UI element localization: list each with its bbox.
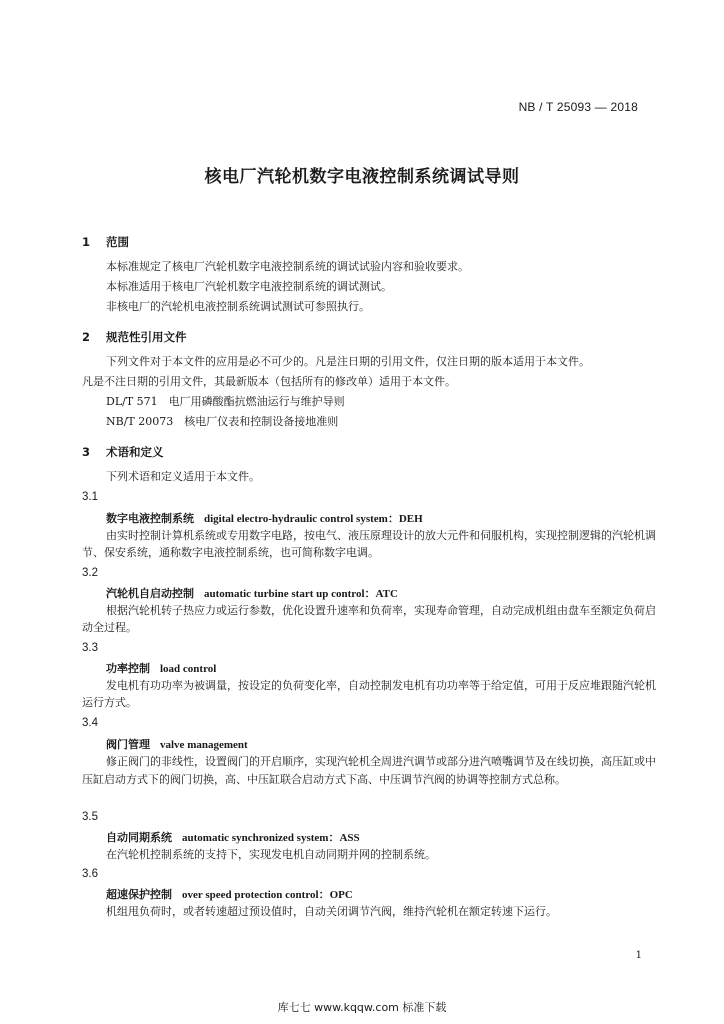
paragraph: 凡是不注日期的引用文件，其最新版本（包括所有的修改单）适用于本文件。 — [82, 375, 456, 388]
term-english: load control — [160, 663, 217, 675]
term-definition: 机组甩负荷时，或者转速超过预设值时，自动关闭调节汽阀，维持汽轮机在额定转速下运行。 — [106, 905, 557, 918]
term-chinese: 自动同期系统 — [106, 831, 172, 844]
page-number: 1 — [635, 950, 642, 961]
term-heading — [106, 829, 360, 845]
paragraph: 下列文件对于本文件的应用是必不可少的。凡是注日期的引用文件，仅注日期的版本适用于本文件。 — [106, 355, 590, 368]
section-title: 范围 — [106, 235, 129, 249]
term-english: automatic turbine start up control：ATC — [204, 588, 398, 600]
paragraph: 下列术语和定义适用于本文件。 — [106, 470, 260, 483]
term-definition: 由实时控制计算机系统或专用数字电路，按电气、液压原理设计的放大元件和伺服机构，实现控制逻辑的汽轮机调节、保安系统，通称数字电液控制系统，也可简称数字电调。 — [82, 529, 656, 559]
section-title: 规范性引用文件 — [106, 330, 187, 344]
paragraph: 非核电厂的汽轮机电液控制系统调试测试可参照执行。 — [106, 300, 370, 313]
term-english: valve management — [160, 739, 248, 751]
term-number: 3.5 — [82, 811, 98, 823]
section-title: 术语和定义 — [106, 445, 164, 459]
reference-item: NB/T 20073 核电厂仪表和控制设备接地准则 — [106, 415, 339, 428]
paragraph: 本标准适用于核电厂汽轮机数字电液控制系统的调试测试。 — [106, 280, 392, 293]
term-heading — [106, 585, 398, 601]
section-2-heading — [82, 329, 187, 345]
section-3-heading — [82, 444, 164, 460]
section-1-heading — [82, 234, 129, 250]
term-definition: 在汽轮机控制系统的支持下，实现发电机自动同期并网的控制系统。 — [106, 848, 436, 861]
section-number: 3 — [82, 445, 91, 459]
document-title: 核电厂汽轮机数字电液控制系统调试导则 — [204, 167, 520, 187]
term-heading — [106, 510, 423, 526]
term-heading — [106, 736, 248, 752]
section-number: 1 — [82, 235, 91, 249]
paragraph: 本标准规定了核电厂汽轮机数字电液控制系统的调试试验内容和验收要求。 — [106, 260, 469, 273]
section-number: 2 — [82, 330, 91, 344]
term-chinese: 汽轮机自启动控制 — [106, 587, 194, 600]
term-chinese: 功率控制 — [106, 662, 150, 675]
term-chinese: 数字电液控制系统 — [106, 512, 194, 525]
term-english: automatic synchronized system：ASS — [182, 832, 360, 844]
term-definition: 根据汽轮机转子热应力或运行参数，优化设置升速率和负荷率，实现寿命管理，自动完成机组由盘车至额定负荷启动全过程。 — [82, 604, 656, 634]
reference-item: DL/T 571 电厂用磷酸酯抗燃油运行与维护导则 — [106, 395, 345, 408]
term-number: 3.1 — [82, 491, 98, 503]
term-english: over speed protection control：OPC — [182, 889, 353, 901]
term-heading — [106, 660, 216, 676]
term-definition: 修正阀门的非线性，设置阀门的开启顺序，实现汽轮机全周进汽调节或部分进汽喷嘴调节及在线切换，高压缸或中压缸启动方式下的阀门切换，高、中压缸联合启动方式下高、中压调节汽阀的协调等控制方式总称。 — [82, 755, 656, 786]
term-chinese: 阀门管理 — [106, 738, 150, 751]
term-heading — [106, 886, 353, 902]
term-number: 3.3 — [82, 642, 98, 654]
term-number: 3.6 — [82, 868, 98, 880]
term-english: digital electro-hydraulic control system：DEH — [204, 513, 423, 525]
watermark-link[interactable]: 库七七 www.kqqw.com 标准下载 — [277, 1001, 447, 1014]
term-definition: 发电机有功功率为被调量，按设定的负荷变化率，自动控制发电机有功功率等于给定值，可用于反应堆跟随汽轮机运行方式。 — [82, 679, 656, 709]
term-chinese: 超速保护控制 — [106, 888, 172, 901]
term-number: 3.2 — [82, 567, 98, 579]
term-number: 3.4 — [82, 717, 98, 729]
standard-code: NB / T 25093 — 2018 — [518, 100, 638, 114]
